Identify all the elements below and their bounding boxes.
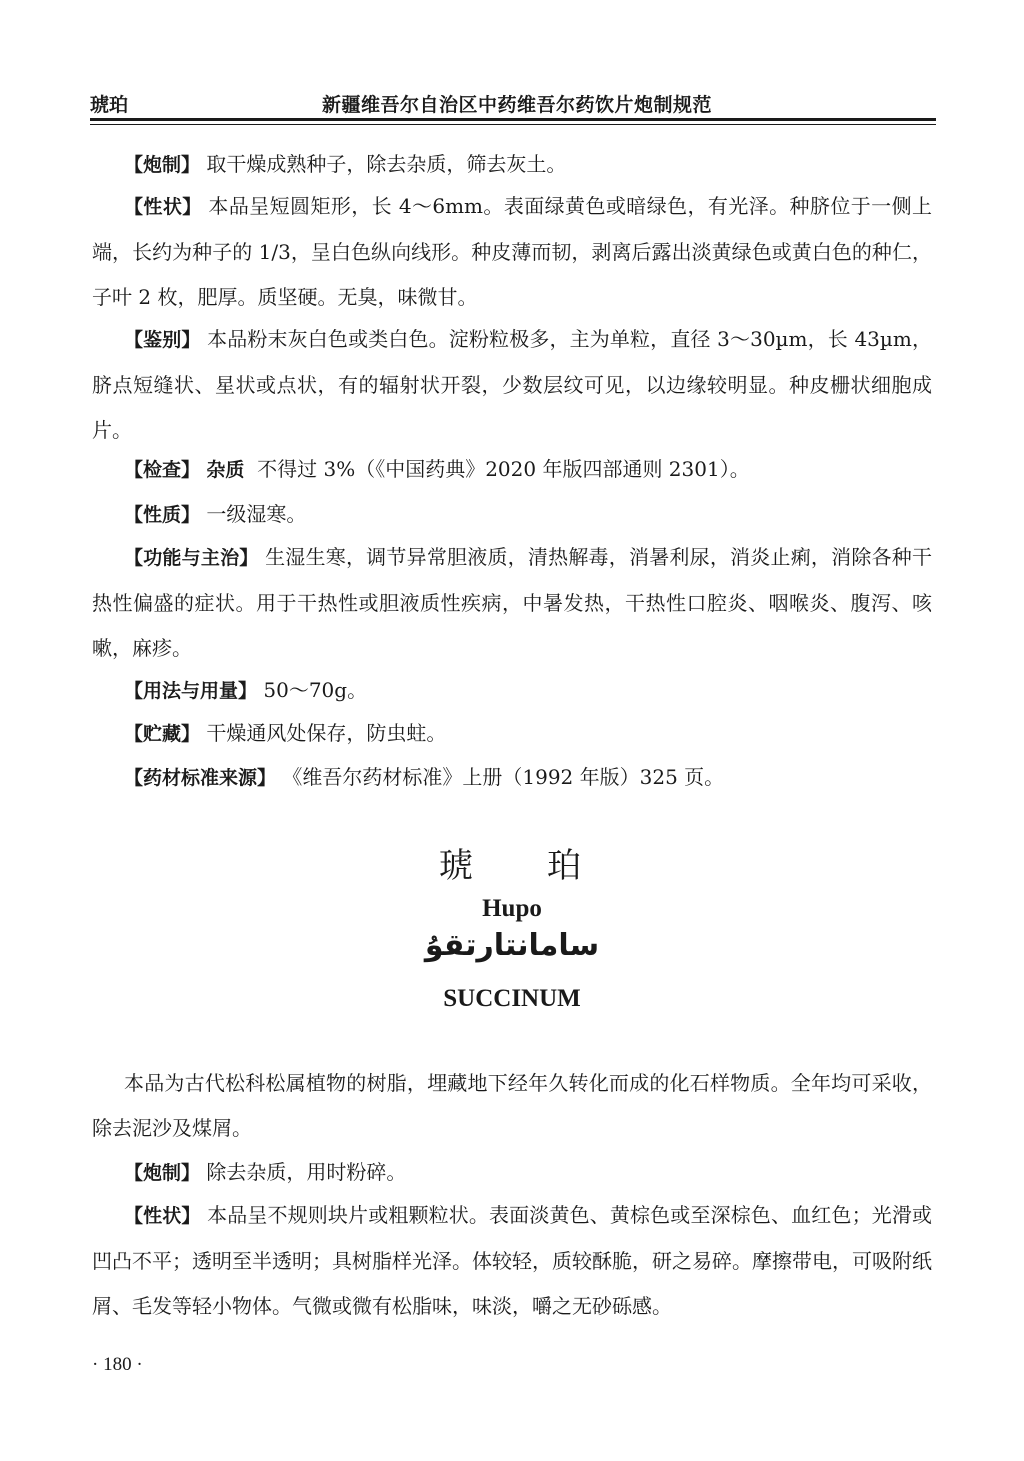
prev-xingzhuang-paragraph: [92, 184, 932, 320]
prev-paozhi-text: 取干燥成熟种子，除去杂质，筛去灰土。: [206, 152, 567, 176]
header-rule-thick: [90, 118, 936, 121]
prev-jiancha-text: 不得过 3%（《中国药典》2020 年版四部通则 2301）。: [257, 457, 750, 481]
prev-jianbie-text: 本品粉末灰白色或类白色。淀粉粒极多，主为单粒，直径 3～30µm，长 43µm，脐点短缝状、星状或点状，有的辐射状开裂，少数层纹可见，以边缘较明显。种皮栅状细胞成片。: [92, 327, 932, 442]
prev-laiyuan-paragraph: [92, 755, 932, 801]
header-section-name: 琥珀: [90, 94, 129, 116]
entry-xingzhuang-paragraph: [92, 1193, 932, 1329]
prev-gongneng-text: 生湿生寒，调节异常胆液质，清热解毒，消暑利尿，消炎止痢，消除各种干热性偏盛的症状。用于干热性或胆液质性疾病，中暑发热，干热性口腔炎、咽喉炎、腹泻、咳嗽，麻疹。: [92, 545, 932, 660]
header-rule-thin: [90, 124, 936, 125]
entry-xingzhuang-text: 本品呈不规则块片或粗颗粒状。表面淡黄色、黄棕色或至深棕色、血红色；光滑或凹凸不平；透明至半透明；具树脂样光泽。体较轻，质较酥脆，研之易碎。摩擦带电，可吸附纸屑、毛发等轻小物体。气微或微有松脂味，味淡，嚼之无砂砾感。: [92, 1203, 932, 1318]
prev-jiancha-sublabel: 杂质: [206, 459, 245, 481]
entry-xingzhuang-label: 【性状】: [124, 1205, 201, 1227]
entry-title-pinyin: Hupo: [482, 895, 542, 922]
prev-xingzhi-text: 一级湿寒。: [206, 502, 307, 526]
prev-paozhi-paragraph: [92, 142, 932, 188]
prev-yongfa-paragraph: [92, 668, 932, 714]
entry-paozhi-paragraph: [92, 1150, 932, 1196]
page-number: · 180 ·: [92, 1354, 143, 1375]
prev-zhucang-paragraph: [92, 711, 932, 757]
prev-zhucang-text: 干燥通风处保存，防虫蛀。: [206, 721, 447, 745]
prev-yongfa-text: 50～70g。: [263, 678, 368, 702]
header-book-title: 新疆维吾尔自治区中药维吾尔药饮片炮制规范: [322, 94, 713, 116]
entry-title-uyghur: سامانتارتقۇ: [424, 928, 600, 963]
entry-title-latin: SUCCINUM: [443, 985, 581, 1012]
entry-title-char-1: 琥: [439, 846, 477, 886]
prev-zhucang-label: 【贮藏】: [124, 723, 201, 745]
prev-xingzhi-paragraph: [92, 492, 932, 538]
prev-jianbie-label: 【鉴别】: [124, 329, 201, 351]
prev-jiancha-paragraph: [92, 447, 932, 493]
entry-intro-paragraph: 本品为古代松科松属植物的树脂，埋藏地下经年久转化而成的化石样物质。全年均可采收，除去泥沙及煤屑。: [92, 1071, 932, 1140]
entry-title-chinese: [0, 838, 1024, 887]
entry-paozhi-label: 【炮制】: [124, 1162, 201, 1184]
entry-title-char-2: 珀: [547, 846, 585, 886]
prev-gongneng-label: 【功能与主治】: [124, 547, 259, 569]
entry-paozhi-text: 除去杂质，用时粉碎。: [206, 1160, 407, 1184]
prev-laiyuan-text: 《维吾尔药材标准》上册（1992 年版）325 页。: [282, 765, 725, 789]
prev-paozhi-label: 【炮制】: [124, 154, 201, 176]
prev-xingzhuang-text: 本品呈短圆矩形，长 4～6mm。表面绿黄色或暗绿色，有光泽。种脐位于一侧上端，长约为种子的 1/3，呈白色纵向线形。种皮薄而韧，剥离后露出淡黄绿色或黄白色的种仁，子叶 2 枚，肥厚。质坚硬。无臭，味微甘。: [92, 194, 932, 309]
prev-laiyuan-label: 【药材标准来源】: [124, 767, 277, 789]
running-header: [90, 90, 936, 120]
prev-jianbie-paragraph: [92, 317, 932, 453]
prev-yongfa-label: 【用法与用量】: [124, 680, 258, 702]
prev-jiancha-label: 【检查】: [124, 459, 201, 481]
prev-xingzhuang-label: 【性状】: [124, 196, 202, 218]
prev-gongneng-paragraph: [92, 535, 932, 671]
prev-xingzhi-label: 【性质】: [124, 504, 201, 526]
